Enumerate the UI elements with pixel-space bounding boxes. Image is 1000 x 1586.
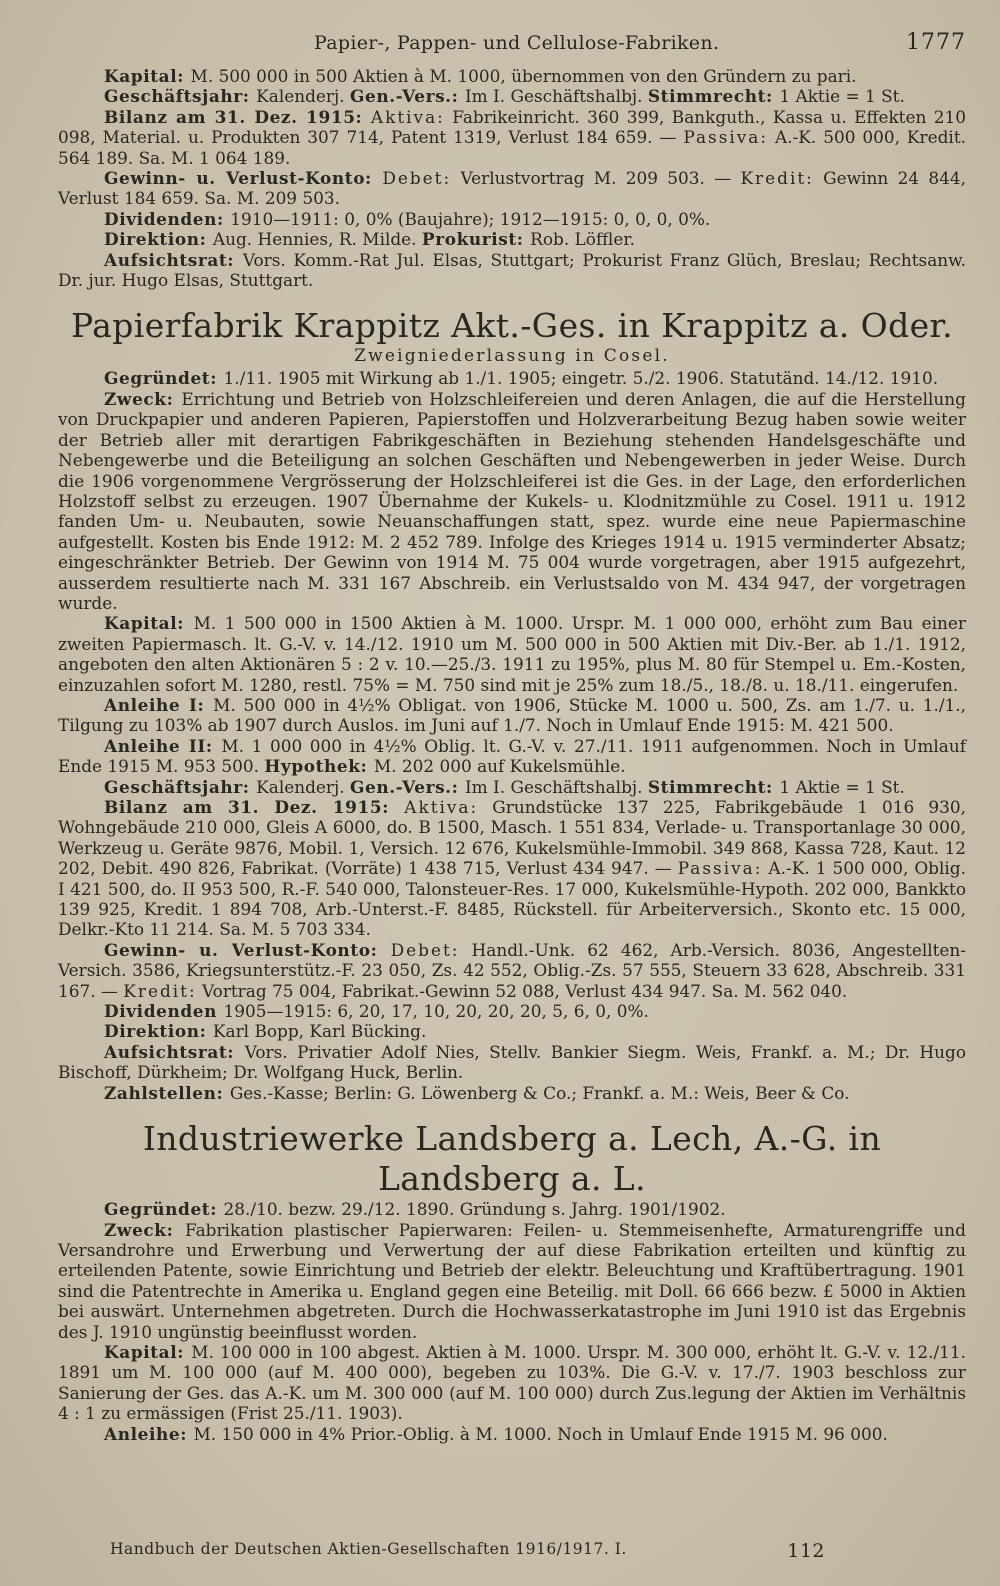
field-text: Grundstücke 137 225, Fabrikgebäude 1 016 930, Wohngebäude 210 000, Gleis A 6000, do. B 1500, Masch. 1 551 834, Verlade- u. Transportanlage 30 000, Werkzeug u. Geräte 9876, Mobil. 1, Versich. 12 676, Kukelsmühle-Immobil. 349 868, Kassa 728, Kaut. 12 202, Debit. 490 826, Fabrikat. (Vorräte) 1 438 715, Verlust 434 947. — [58,797,966,879]
field-label: Zahlstellen: [104,1082,230,1103]
field-label: Gewinn- u. Verlust-Konto: [104,168,383,189]
field-text: Aug. Hennies, R. Milde. [212,229,422,250]
field-label: Geschäftsjahr: [104,86,257,107]
field-text: Fabrikation plastischer Papierwaren: Feilen- u. Stemmeisenhefte, Armaturengriffe und Versandrohre und Erwerbung und Verwertung der auf diese Fabrikation erteilten und künftig zu erteilenden Patente, sowie Einrichtung und Betrieb der elektr. Beleuchtung und Kraftübertragung. 1901 sind die Patentrechte in Amerika u. England gegen eine Beteilig. mit Doll. 66 666 bezw. £ 5000 in Aktien bei auswärt. Unternehmen abgetreten. Durch die Hochwasserkatastrophe im Juni 1910 ist das Ergebnis des J. 1910 ungünstig beeinflusst worden. [58,1219,966,1342]
entry-paragraph [58,107,966,168]
field-text: Im I. Geschäftshalbj. [464,86,648,107]
entry-paragraph [58,389,966,613]
running-title: Papier-, Pappen- und Cellulose-Fabriken. [314,32,720,54]
field-text: Vors. Privatier Adolf Nies, Stellv. Bankier Siegm. Weis, Frankf. a. M.; Dr. Hugo Bischoff, Dürkheim; Dr. Wolfgang Huck, Berlin. [58,1041,966,1083]
entry-paragraph [58,1199,966,1219]
entry-paragraph [58,695,966,736]
entry-paragraph [58,736,966,777]
field-label: Geschäftsjahr: [104,776,257,797]
field-label: Gewinn- u. Verlust-Konto: [104,939,391,960]
entry-paragraph [58,368,966,388]
entry-paragraph [58,168,966,209]
field-label: Anleihe: [104,1423,194,1444]
field-label: Anleihe I: [104,694,214,715]
field-label: Bilanz am 31. Dez. 1915: [104,797,405,817]
field-text: A.-K. 1 500 000, Oblig. I 421 500, do. II 953 500, R.-F. 540 000, Talonsteuer-Res. 17 000, Kukelsmühle-Hypoth. 202 000, Bankkto 139 925, Kredit. 1 894 708, Arb.-Unterst.-F. 8485, Rückstell. für Arbeiterversich., Skonto etc. 15 000, Delkr.-Kto 11 214. Sa. M. 5 703 334. [58,858,966,940]
field-text: M. 150 000 in 4% Prior.-Oblig. à M. 1000. Noch in Umlauf Ende 1915 M. 96 000. [193,1423,888,1444]
entry-paragraph [58,1083,966,1103]
field-text: 1 Aktie = 1 St. [779,86,905,107]
field-text: 1905—1915: 6, 20, 17, 10, 20, 20, 20, 5, 6, 0, 0%. [223,1001,649,1022]
field-text: Rob. Löffler. [530,229,635,250]
field-text: Vortrag 75 004, Fabrikat.-Gewinn 52 088, Verlust 434 947. Sa. M. 562 040. [196,980,848,1001]
field-label: Stimmrecht: [647,776,780,797]
entry-paragraph [58,1342,966,1424]
spaced-label: Debet: [390,939,460,960]
entry-paragraph [58,1021,966,1041]
field-text: 1 Aktie = 1 St. [779,776,905,797]
spaced-label: Passiva: [677,858,763,879]
entry-krappitz [58,368,966,1103]
page-number: 1777 [906,30,966,55]
entry-paragraph [58,777,966,797]
field-text: Kalenderj. [256,86,350,107]
field-label: Aufsichtsrat: [104,1041,245,1062]
field-text: A.-K. 500 000, Kredit. 564 189. Sa. M. 1 064 189. [58,127,966,168]
field-label: Gen.-Vers.: [349,86,465,107]
page-footer [110,1540,825,1562]
entry-paragraph [58,250,966,291]
spaced-label: Passiva: [683,127,769,148]
entry-paragraph [58,613,966,695]
field-text: 1910—1911: 0, 0% (Baujahre); 1912—1915: 0, 0, 0, 0%. [230,208,711,229]
spaced-label: Aktiva: [404,797,479,817]
field-text: M. 500 000 in 500 Aktien à M. 1000, übernommen von den Gründern zu pari. [190,66,857,86]
field-label: Dividenden [104,1001,224,1022]
entry-paragraph [58,209,966,229]
field-text: M. 202 000 auf Kukelsmühle. [373,756,626,777]
field-text: Im I. Geschäftshalbj. [464,776,648,797]
spaced-label: Kredit: [740,168,814,189]
field-text: Gewinn 24 844, Verlust 184 659. Sa. M. 209 503. [58,168,966,209]
page-header [58,30,966,66]
field-text: M. 500 000 in 4½% Obligat. von 1906, Stücke M. 1000 u. 500, Zs. am 1./7. u. 1./1., Tilgung zu 103% ab 1907 durch Auslos. im Juni auf 1./7. Noch in Umlauf Ende 1915: M. 421 500. [58,694,966,736]
entry-paragraph [58,1001,966,1021]
field-label: Zweck: [104,1219,186,1240]
field-text: Karl Bopp, Karl Bücking. [212,1021,427,1042]
field-label: Stimmrecht: [647,86,780,107]
entry-previous-company [58,66,966,290]
field-label: Gegründet: [104,1199,224,1220]
field-text: M. 100 000 in 100 abgest. Aktien à M. 1000. Urspr. M. 300 000, erhöht lt. G.-V. v. 12./11. 1891 um M. 100 000 (auf M. 400 000), begeben zu 103%. Die G.-V. v. 17./7. 1903 beschloss zur Sanierung der Ges. das A.-K. um M. 300 000 (auf M. 100 000) durch Zus.legung der Aktien im Verhältnis 4 : 1 zu ermässigen (Frist 25./11. 1903). [58,1341,966,1424]
sheet-number: 112 [787,1540,825,1562]
field-label: Direktion: [104,229,213,250]
footer-source: Handbuch der Deutschen Aktien-Gesellschaften 1916/1917. I. [110,1540,627,1558]
entry-landsberg [58,1199,966,1444]
spaced-label: Aktiva: [370,106,445,127]
field-label: Gen.-Vers.: [349,776,465,797]
field-text: M. 1 000 000 in 4½% Oblig. lt. G.-V. v. 27./11. 1911 aufgenommen. Noch in Umlauf Ende 1915 M. 953 500. [58,735,966,777]
field-text: Errichtung und Betrieb von Holzschleifereien und deren Anlagen, die auf die Herstellung von Druckpapier und anderen Papieren, Papierstoffen und Holzverarbeitung Bezug haben sowie weiter der Betrieb aller mit derartigen Fabrikgeschäften in Beziehung stehenden Handelsgeschäfte und Nebengewerbe und die Beteiligung an solchen Geschäften und Nebengewerben in jeder Weise. Durch die 1906 vorgenommene Vergrösserung der Holzschleiferei ist die Ges. in der Lage, den erforderlichen Holzstoff selbst zu erzeugen. 1907 Übernahme der Kukels- u. Klodnitzmühle zu Cosel. 1911 u. 1912 fanden Um- u. Neubauten, sowie Neuanschaffungen statt, spez. wurde eine neue Papiermaschine aufgestellt. Kosten bis Ende 1912: M. 2 452 789. Infolge des Krieges 1914 u. 1915 verminderter Absatz; eingeschränkter Betrieb. Der Gewinn von 1914 M. 75 004 wurde vorgetragen, aber 1915 aufgezehrt, ausserdem resultierte nach M. 331 167 Abschreib. ein Verlustsaldo von M. 434 947, der vorgetragen wurde. [58,388,966,613]
entry-paragraph [58,1220,966,1342]
field-text: Vors. Komm.-Rat Jul. Elsas, Stuttgart; Prokurist Franz Glüch, Breslau; Rechtsanw. Dr. jur. Hugo Elsas, Stuttgart. [58,249,966,291]
field-text: Fabrikeinricht. 360 399, Bankguth., Kassa u. Effekten 210 098, Material. u. Produkten 307 714, Patent 1319, Verlust 184 659. — [58,106,966,148]
field-label: Anleihe II: [104,735,222,756]
field-text: Kalenderj. [256,776,350,797]
field-text: Handl.-Unk. 62 462, Arb.-Versich. 8036, Angestellten-Versich. 3586, Kriegsunterstütz.-F. 23 050, Zs. 42 552, Oblig.-Zs. 57 555, Steuern 33 628, Abschreib. 331 167. — [58,939,966,1001]
field-label: Hypothek: [264,756,374,777]
entry-paragraph [58,1042,966,1083]
field-label: Kapital: [104,613,194,634]
company-title-krappitz: Papierfabrik Krappitz Akt.-Ges. in Krappitz a. Oder. [71,306,953,346]
field-text: 28./10. bezw. 29./12. 1890. Gründung s. Jahrg. 1901/1902. [223,1199,726,1220]
spaced-label: Debet: [382,168,452,189]
field-label: Prokurist: [421,229,531,250]
field-label: Kapital: [104,1341,192,1362]
field-text: 1./11. 1905 mit Wirkung ab 1./1. 1905; eingetr. 5./2. 1906. Statutänd. 14./12. 1910. [223,368,939,389]
entry-paragraph [58,940,966,1001]
company-title-landsberg: Industriewerke Landsberg a. Lech, A.-G. in Landsberg a. L. [142,1119,882,1199]
field-label: Direktion: [104,1021,213,1042]
field-label: Aufsichtsrat: [104,249,243,270]
entry-paragraph [58,229,966,249]
company-subtitle-krappitz: Zweigniederlassung in Cosel. [354,346,670,367]
field-label: Bilanz am 31. Dez. 1915: [104,106,371,127]
field-text: Verlustvortrag M. 209 503. — [451,168,741,189]
entry-paragraph [58,66,966,86]
spaced-label: Kredit: [123,980,197,1001]
field-label: Kapital: [104,66,191,86]
field-label: Zweck: [104,388,182,409]
entry-paragraph [58,86,966,106]
field-label: Gegründet: [104,368,224,389]
entry-paragraph [58,797,966,940]
field-label: Dividenden: [104,208,231,229]
field-text: M. 1 500 000 in 1500 Aktien à M. 1000. Urspr. M. 1 000 000, erhöht zum Bau einer zweiten Papiermasch. lt. G.-V. v. 14./12. 1910 um M. 500 000 in 500 Aktien mit Div.-Ber. ab 1./1. 1912, angeboten den alten Aktionären 5 : 2 v. 10.—25./3. 1911 zu 195%, plus M. 80 für Stempel u. Em.-Kosten, einzuzahlen sofort M. 1280, restl. 75% = M. 750 sind mit je 25% zum 18./5., 18./8. u. 18./11. eingerufen. [58,613,966,695]
field-text: Ges.-Kasse; Berlin: G. Löwenberg & Co.; Frankf. a. M.: Weis, Beer & Co. [229,1082,850,1103]
entry-paragraph [58,1424,966,1444]
